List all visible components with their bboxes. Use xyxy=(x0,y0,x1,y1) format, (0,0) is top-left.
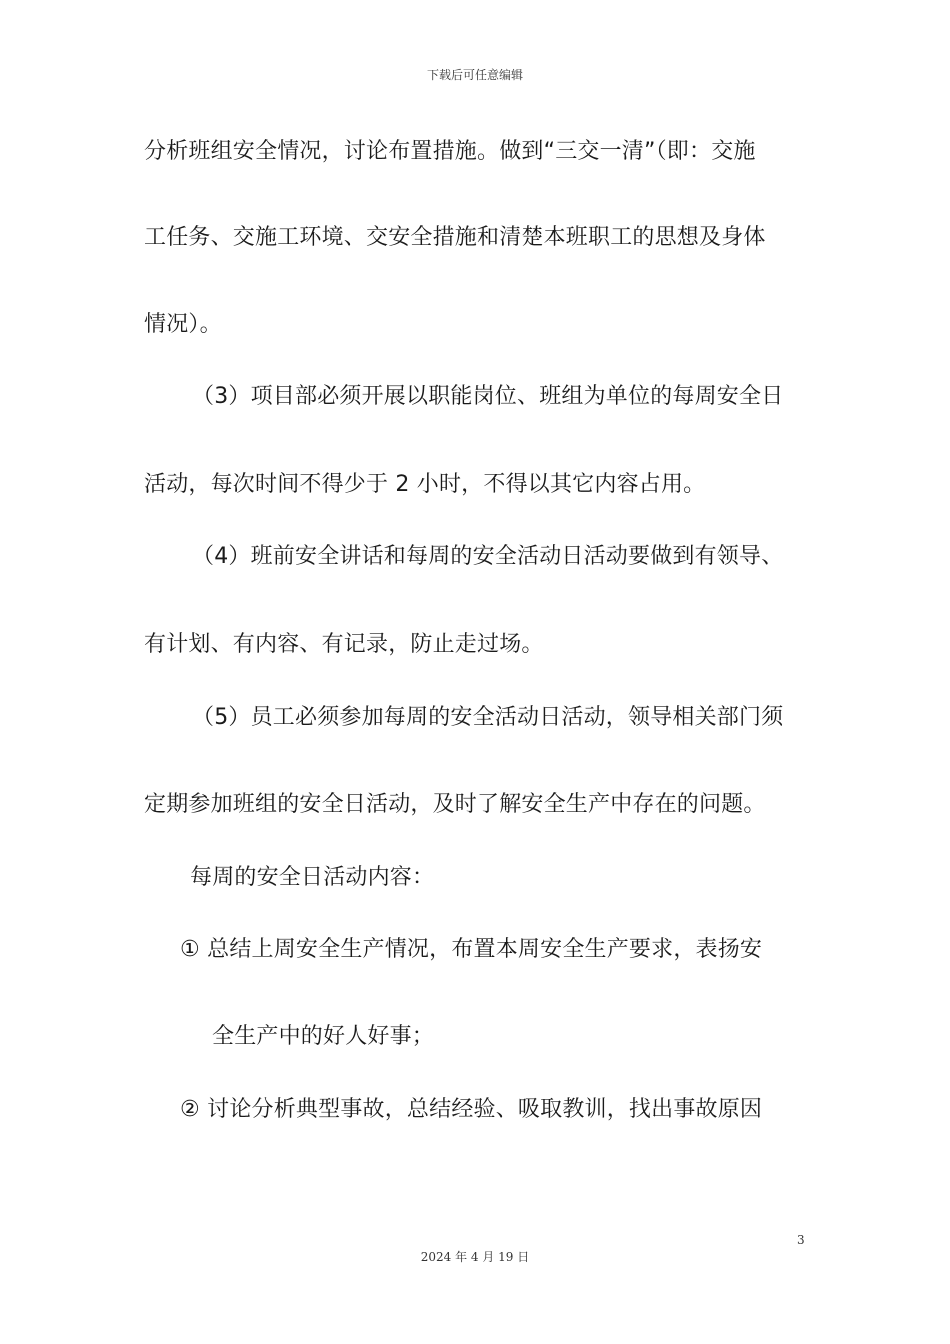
list-heading: 每周的安全日活动内容： xyxy=(190,865,435,890)
body-line-2: 工任务、交施工环境、交安全措施和清楚本班职工的思想及身体 xyxy=(144,225,766,250)
body-line-5: 活动，每次时间不得少于 2 小时，不得以其它内容占用。 xyxy=(144,472,706,497)
body-line-7: 有计划、有内容、有记录，防止走过场。 xyxy=(144,632,544,657)
body-line-9: 定期参加班组的安全日活动，及时了解安全生产中存在的问题。 xyxy=(144,792,766,817)
body-line-6: （4）班前安全讲话和每周的安全活动日活动要做到有领导、 xyxy=(192,544,784,569)
body-line-4: （3）项目部必须开展以职能岗位、班组为单位的每周安全日 xyxy=(192,384,784,409)
body-line-3: 情况）。 xyxy=(144,312,222,337)
list-item-1-line-1: ① 总结上周安全生产情况，布置本周安全生产要求，表扬安 xyxy=(180,937,763,962)
body-line-1: 分析班组安全情况，讨论布置措施。做到“三交一清”（即：交施 xyxy=(144,139,756,164)
footer-date: 2024 年 4 月 19 日 xyxy=(420,1250,530,1264)
list-item-1-line-2: 全生产中的好人好事； xyxy=(212,1024,435,1049)
page-number: 3 xyxy=(797,1233,805,1247)
page-header: 下载后可任意编辑 xyxy=(426,68,523,82)
body-line-8: （5）员工必须参加每周的安全活动日活动，领导相关部门须 xyxy=(192,705,784,730)
list-item-2-line-1: ② 讨论分析典型事故，总结经验、吸取教训，找出事故原因 xyxy=(180,1097,763,1122)
